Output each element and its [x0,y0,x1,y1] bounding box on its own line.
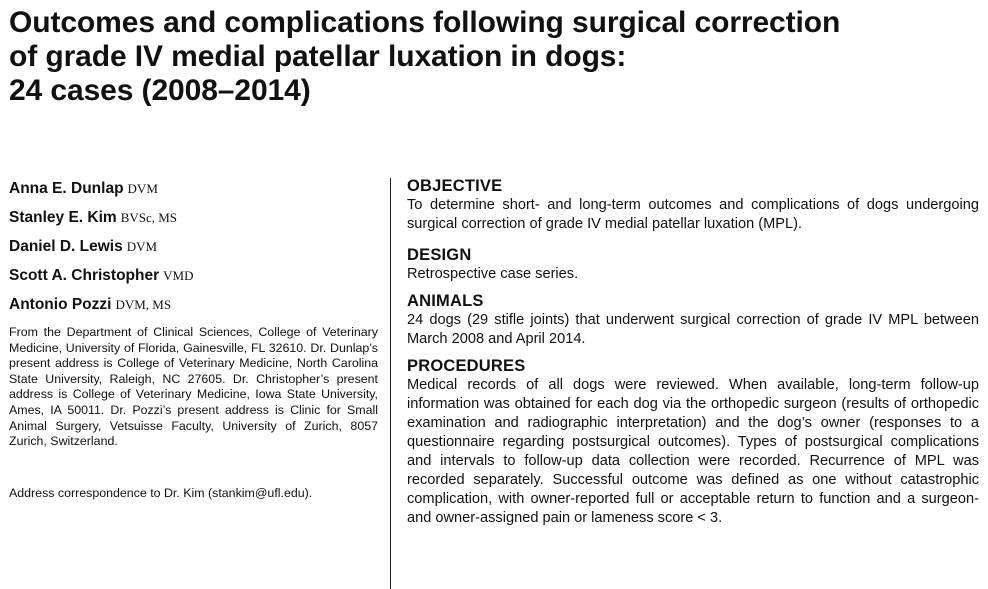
article-title-line-1: Outcomes and complications following surgical correction [9,6,841,39]
abstract-section-procedures [407,357,979,528]
author-degree: DVM [126,239,158,254]
author-name: Daniel D. Lewis [9,238,123,255]
abstract-section-animals [407,292,979,349]
section-text: Retrospective case series. [407,266,579,282]
section-text: To determine short- and long-term outcomes and complications of dogs undergoing surgical correction of grade IV medial patellar luxation (MPL). [407,197,979,232]
abstract-section-design [407,246,979,284]
author-item [9,180,381,209]
section-heading: PROCEDURES [407,357,526,375]
author-degree: DVM [127,181,158,196]
author-name: Anna E. Dunlap [9,180,124,197]
author-item [9,267,381,296]
article-title-line-3: 24 cases (2008–2014) [9,74,311,107]
section-heading: ANIMALS [407,292,484,310]
section-text: Medical records of all dogs were reviewed. When available, long-term follow-up information was obtained for each dog via the orthopedic surgeon (results of orthopedic examination and radiographic interpretation) and the dog’s owner (responses to a questionnaire regarding postsurgical outcomes). Types of postsurgical complications and intervals to follow-up data collection were recorded. Recurrence of MPL was recorded separately. Successful outcome was defined as one without catastrophic complication, with owner-reported full or acceptable return to function and a surgeon- and owner-assigned pain or lameness score < 3. [407,377,979,526]
author-degree: BVSc, MS [120,210,178,225]
article-title [9,6,979,108]
author-item [9,296,381,325]
author-item [9,209,381,238]
abstract-section-objective [407,177,979,234]
section-heading: DESIGN [407,246,472,264]
author-item [9,238,381,267]
article-title-line-2: of grade IV medial patellar luxation in dogs: [9,40,627,73]
abstract [407,177,979,528]
author-degree: DVM, MS [115,297,172,312]
column-divider [390,178,391,589]
section-text: 24 dogs (29 stifle joints) that underwent surgical correction of grade IV MPL between March 2008 and April 2014. [407,312,979,347]
author-name: Stanley E. Kim [9,209,117,226]
author-degree: VMD [163,268,194,283]
correspondence-note: Address correspondence to Dr. Kim (stankim@ufl.edu). [9,486,313,500]
section-heading: OBJECTIVE [407,177,503,195]
author-name: Scott A. Christopher [9,267,160,284]
author-name: Antonio Pozzi [9,296,112,313]
affiliation-note: From the Department of Clinical Sciences, College of Veterinary Medicine, University of Florida, Gainesville, FL 32610. Dr. Dunlap’s present address is College of Veterinary Medicine, North Carolina State University, Raleigh, NC 27605. Dr. Christopher’s present address is College of Veterinary Medicine, Iowa State University, Ames, IA 50011. Dr. Pozzi’s present address is Clinic for Small Animal Surgery, Vetsuisse Faculty, University of Zurich, 8057 Zurich, Switzerland. [9,325,378,449]
author-list [9,180,381,325]
